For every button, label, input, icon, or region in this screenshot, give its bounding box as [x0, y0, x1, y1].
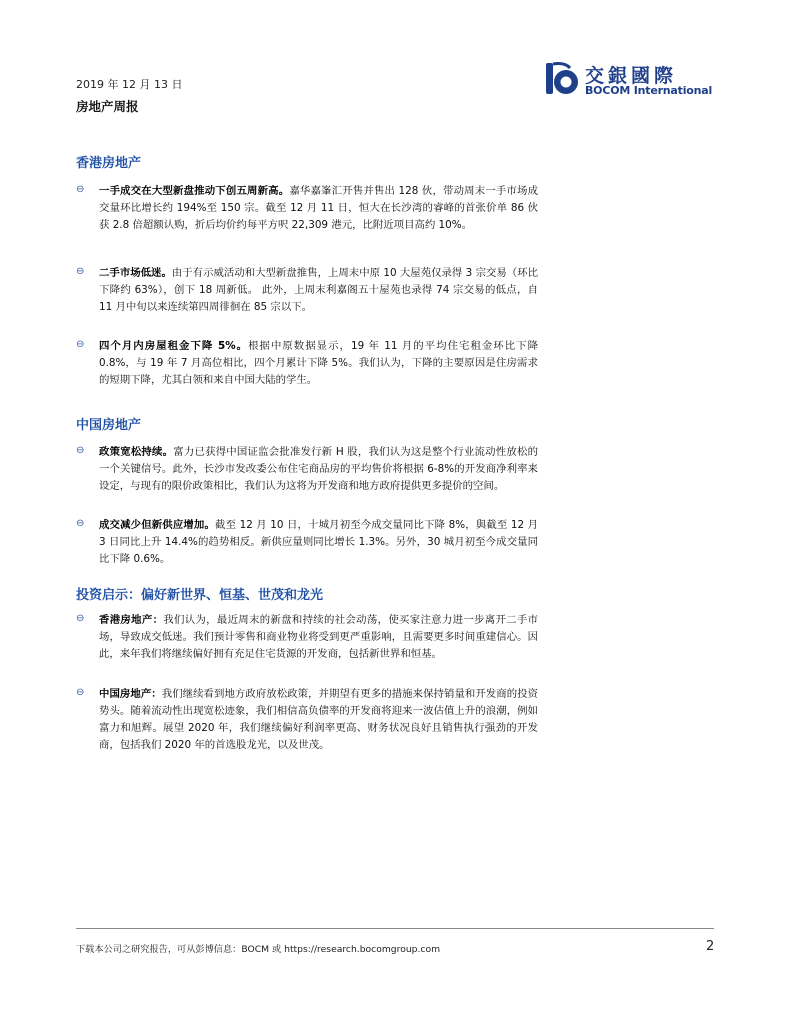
item-title: 四个月内房屋租金下降 5%。: [99, 340, 249, 352]
item-body: 我们认为，最近周末的新盘和持续的社会动荡，使买家注意力进一步离开二手市场，导致成交低迷。我们预计零售和商业物业将受到更严重影响，且需要更多时间重建信心。因此，来年我们将继续偏好拥有充足住宅货源的开发商，包括新世界和恒基。: [99, 614, 539, 660]
item-body: 富力已获得中国证监会批准发行新 H 股，我们认为这是整个行业流动性放松的一个关键信号。此外，长沙市发改委公布住宅商品房的平均售价将根据 6-8%的开发商净利率来设定，与现有的限价政策相比，我们认为这将为开发商和地方政府提供更多提价的空间。: [99, 446, 538, 492]
report-date: 2019 年 12 月 13 日: [76, 78, 183, 91]
circle-minus-icon: ⊖: [76, 339, 85, 350]
paragraph: [99, 444, 538, 495]
paragraph: [99, 686, 538, 754]
footer-text: 下载本公司之研究报告，可从彭博信息：BOCM 或 https://research.bocomgroup.com: [76, 944, 441, 955]
list-item: [76, 686, 538, 754]
item-title: 二手市场低迷。: [99, 267, 172, 279]
section-heading-investment: 投资启示：偏好新世界、恒基、世茂和龙光: [76, 588, 324, 603]
list-item: [76, 517, 538, 568]
item-body: 嘉华嘉峯汇开售并售出 128 伙，带动周末一手市场成交量环比增长约 194%至 150 宗。截至 12 月 11 日，恒大在长沙湾的睿峰的首张价单 86 伙获 2.8 倍超额认购，折后均价约每平方呎 22,309 港元，比附近项目高约 10%。: [99, 185, 538, 231]
footer-divider: [76, 928, 714, 929]
item-body: 截至 12 月 10 日，十城月初至今成交量同比下降 8%，與截至 12 月 3 日同比上升 14.4%的趋势相反。新供应量则同比增长 1.3%。另外，30 城月初至今成交量同比下降 0.6%。: [99, 519, 538, 565]
item-title: 一手成交在大型新盘推动下创五周新高。: [99, 185, 290, 197]
list-item: [76, 612, 538, 663]
item-title: 中国房地产：: [99, 688, 162, 700]
item-body: 我们继续看到地方政府放松政策，并期望有更多的措施来保持销量和开发商的投资势头。随着流动性出现宽松迹象，我们相信高负债率的开发商将迎来一波估值上升的浪潮，例如富力和旭辉。展望 2020 年，我们继续偏好利润率更高、财务状况良好且销售执行强劲的开发商，包括我们 2020 年的首选股龙光，以及世茂。: [99, 688, 539, 751]
paragraph: [99, 338, 538, 389]
paragraph: [99, 517, 538, 568]
circle-minus-icon: ⊖: [76, 266, 85, 277]
item-title: 香港房地产：: [99, 614, 164, 626]
item-body: 由于有示威活动和大型新盘推售，上周末中原 10 大屋苑仅录得 3 宗交易（环比下降约 63%），创下 18 周新低。 此外，上周末利嘉阁五十屋苑也录得 74 宗交易的低点，自 11 月中旬以来连续第四周徘徊在 85 宗以下。: [99, 267, 538, 313]
list-item: [76, 338, 538, 389]
circle-minus-icon: ⊖: [76, 687, 85, 698]
circle-minus-icon: ⊖: [76, 184, 85, 195]
paragraph: [99, 183, 538, 234]
item-title: 政策宽松持续。: [99, 446, 174, 458]
page-number: 2: [706, 939, 715, 954]
circle-minus-icon: ⊖: [76, 518, 85, 529]
list-item: [76, 444, 538, 495]
bocom-logo-icon: [545, 60, 581, 98]
list-item: [76, 183, 538, 234]
list-item: [76, 265, 538, 316]
logo-chinese-text: 交銀國際: [585, 65, 678, 87]
paragraph: [99, 265, 538, 316]
paragraph: [99, 612, 538, 663]
circle-minus-icon: ⊖: [76, 613, 85, 624]
section-heading-hk: 香港房地产: [76, 156, 142, 171]
circle-minus-icon: ⊖: [76, 445, 85, 456]
section-heading-cn: 中国房地产: [76, 418, 142, 433]
logo-english-text: BOCOM International: [585, 84, 713, 97]
report-type: 房地产周报: [76, 99, 139, 114]
company-logo: [545, 60, 715, 100]
item-title: 成交减少但新供应增加。: [99, 519, 216, 531]
item-body: 根据中原数据显示，19 年 11 月的平均住宅租金环比下降 0.8%，与 19 年 7 月高位相比，四个月累计下降 5%。我们认为，下降的主要原因是住房需求的短期下降，尤其白领和来自中国大陆的学生。: [99, 340, 538, 386]
